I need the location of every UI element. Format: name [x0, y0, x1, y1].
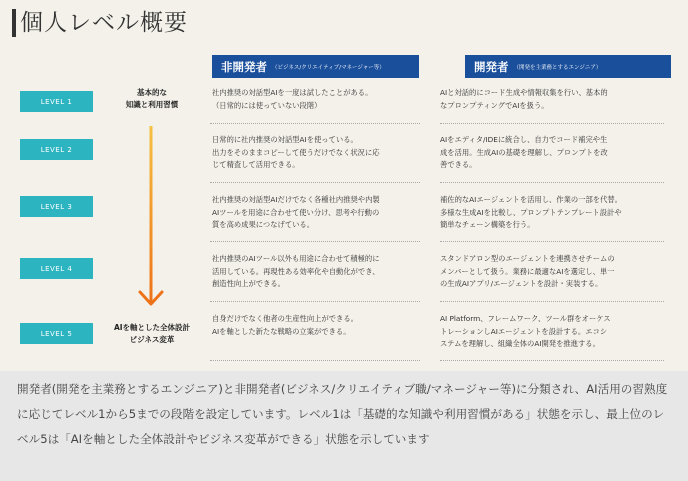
level-5-nondev-text: 自身だけでなく他者の生産性向上ができる。 AIを軸とした新たな戦略の立案ができる。 [212, 314, 358, 336]
row-divider [210, 301, 420, 302]
level-2-dev-text: AIをエディタ/IDEに統合し、自力でコード補完や生 成を活用。生成AIの基礎を理解し、プロンプトを改 善できる。 [440, 135, 608, 169]
page-title: 個人レベル概要 [20, 10, 188, 36]
level-2-nondev-text: 日常的に社内推奨の対話型AIを使っている。 出力をそのままコピーして使うだけでなく状況に応 じて精査して活用できる。 [212, 135, 380, 169]
column-header-nondev-subtitle: （ビジネス/クリエイティブ/マネージャー等） [272, 64, 385, 71]
level-1-nondev-text: 社内推奨の対話型AIを一度は試したことがある。 （日常的には使っていない段階） [212, 88, 373, 110]
level-badge-3: LEVEL 3 [20, 196, 93, 217]
row-divider [210, 360, 420, 361]
row-divider [440, 123, 664, 124]
level-badge-4: LEVEL 4 [20, 258, 93, 279]
row-divider [210, 123, 420, 124]
level-5-dev-text: AI Platform、フレームワーク、ツール群をオーケス トレーションしAIエージェントを設計する。エコシ ステムを理解し、組織全体のAI開発を推進する。 [440, 314, 611, 348]
column-header-dev-title: 開発者 [474, 59, 509, 74]
down-arrow-icon [136, 126, 166, 308]
column-header-nondev [212, 55, 419, 78]
row-divider [440, 301, 664, 302]
row-divider [210, 182, 420, 183]
column-header-dev [465, 55, 671, 78]
title-accent-bar [12, 9, 16, 37]
level-badge-1: LEVEL 1 [20, 91, 93, 112]
level-4-nondev-text: 社内推奨のAIツール以外も用途に合わせて積極的に 活用している。再現性ある効率化や自動化ができ、 創造性向上ができる。 [212, 254, 380, 288]
column-header-nondev-title: 非開発者 [221, 59, 267, 74]
row-divider [440, 241, 664, 242]
level-3-dev-text: 補佐的なAIエージェントを活用し、作業の一部を代替。 多様な生成AIを比較し、プロンプトテンプレート設計や 簡単なチェーン構築を行う。 [440, 195, 622, 229]
level-3-nondev-text: 社内推奨の対話型AIだけでなく各種社内推奨や内製 AIツールを用途に合わせて使い分け、思考や行動の 質を高め成果につなげている。 [212, 195, 380, 229]
row-divider [440, 182, 664, 183]
row-divider [210, 241, 420, 242]
column-header-dev-subtitle: （開発を主業務とするエンジニア） [513, 64, 602, 71]
level-4-dev-text: スタンドアロン型のエージェントを連携させチームの メンバーとして扱う。業務に最適なAIを選定し、単一 の生成AIアプリ/エージェントを設計・実装する。 [440, 254, 615, 288]
side-label-transform: AIを軸とした全体設計 ビジネス変革 [113, 323, 191, 344]
image-caption: 開発者(開発を主業務とするエンジニア)と非開発者(ビジネス/クリエイティブ職/マネージャー等)に分類され、AI活用の習熟度に応じてレベル1から5までの段階を設定しています。レベル1は「基礎的な知識や利用習慣がある」状態を示し、最上位のレベル5は「AIを軸とした全体設計やビジネス変革ができる」状態を示しています [0, 371, 688, 481]
side-label-basic: 基本的な 知識と利用習慣 [125, 88, 179, 109]
level-badge-2: LEVEL 2 [20, 139, 93, 160]
row-divider [440, 360, 664, 361]
level-badge-5: LEVEL 5 [20, 323, 93, 344]
level-1-dev-text: AIと対話的にコード生成や情報収集を行い、基本的 なプロンプティングでAIを扱う。 [440, 88, 608, 110]
